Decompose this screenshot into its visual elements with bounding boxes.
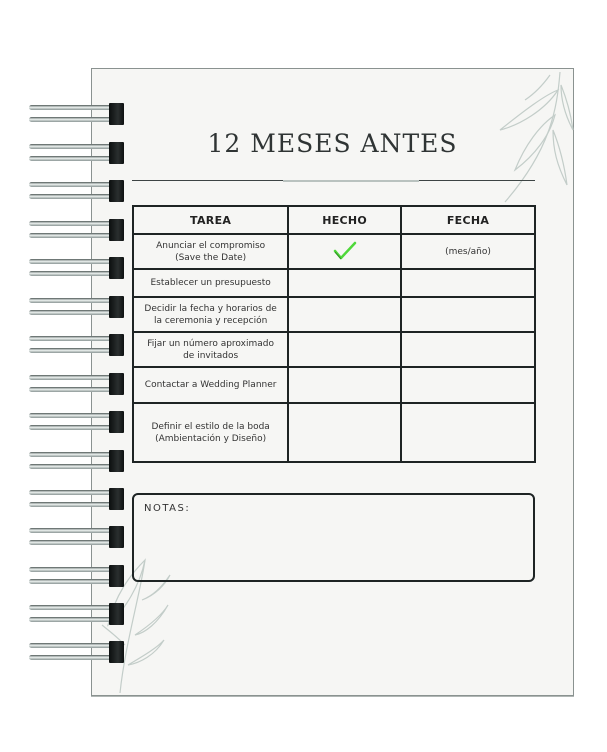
table-row xyxy=(133,367,535,403)
done-cell[interactable] xyxy=(288,269,401,297)
table-row xyxy=(133,332,535,367)
binding-ring xyxy=(29,298,125,318)
table-row xyxy=(133,234,535,269)
binding-ring xyxy=(29,182,125,202)
task-text: Anunciar el compromiso xyxy=(156,240,266,251)
date-cell[interactable] xyxy=(401,269,535,297)
task-text: Establecer un presupuesto xyxy=(150,278,271,288)
task-table xyxy=(132,205,536,463)
notes-box[interactable] xyxy=(132,493,535,582)
date-cell[interactable]: (mes/año) xyxy=(401,234,535,269)
checkmark-icon xyxy=(333,240,357,260)
done-cell[interactable] xyxy=(288,403,401,462)
task-text: (Save the Date) xyxy=(175,252,247,263)
binding-ring xyxy=(29,528,125,548)
done-cell[interactable] xyxy=(288,234,401,269)
table-row xyxy=(133,403,535,462)
task-text: Fijar un número aproximado xyxy=(147,338,274,349)
task-text: Contactar a Wedding Planner xyxy=(144,380,277,390)
task-text: la ceremonia y recepción xyxy=(153,315,268,326)
header-hecho: HECHO xyxy=(288,206,401,234)
binding-ring xyxy=(29,567,125,587)
binding-ring xyxy=(29,643,125,663)
title-divider-accent xyxy=(283,180,419,182)
table-header-row xyxy=(133,206,535,234)
task-cell xyxy=(133,234,288,269)
binding-ring xyxy=(29,221,125,241)
date-cell[interactable] xyxy=(401,332,535,367)
binding-ring xyxy=(29,259,125,279)
binding-ring xyxy=(29,452,125,472)
table-row xyxy=(133,297,535,332)
binding-ring xyxy=(29,490,125,510)
task-cell xyxy=(133,297,288,332)
task-text: (Ambientación y Diseño) xyxy=(155,433,267,444)
date-cell[interactable] xyxy=(401,297,535,332)
table-row xyxy=(133,269,535,297)
task-text: de invitados xyxy=(183,350,239,361)
date-cell[interactable] xyxy=(401,367,535,403)
binding-ring xyxy=(29,413,125,433)
binding-ring xyxy=(29,336,125,356)
task-text: Definir el estilo de la boda xyxy=(151,421,270,432)
page-title: 12 MESES ANTES xyxy=(207,128,458,158)
binding-ring xyxy=(29,144,125,164)
task-cell xyxy=(133,269,288,297)
task-cell xyxy=(133,367,288,403)
binding-ring xyxy=(29,375,125,395)
done-cell[interactable] xyxy=(288,332,401,367)
date-cell[interactable] xyxy=(401,403,535,462)
notes-label: NOTAS: xyxy=(144,503,191,514)
task-cell xyxy=(133,403,288,462)
done-cell[interactable] xyxy=(288,367,401,403)
task-cell xyxy=(133,332,288,367)
binding-ring xyxy=(29,605,125,625)
header-tarea: TAREA xyxy=(133,206,288,234)
binding-ring xyxy=(29,105,125,125)
header-fecha: FECHA xyxy=(401,206,535,234)
task-text: Decidir la fecha y horarios de xyxy=(144,303,277,314)
done-cell[interactable] xyxy=(288,297,401,332)
